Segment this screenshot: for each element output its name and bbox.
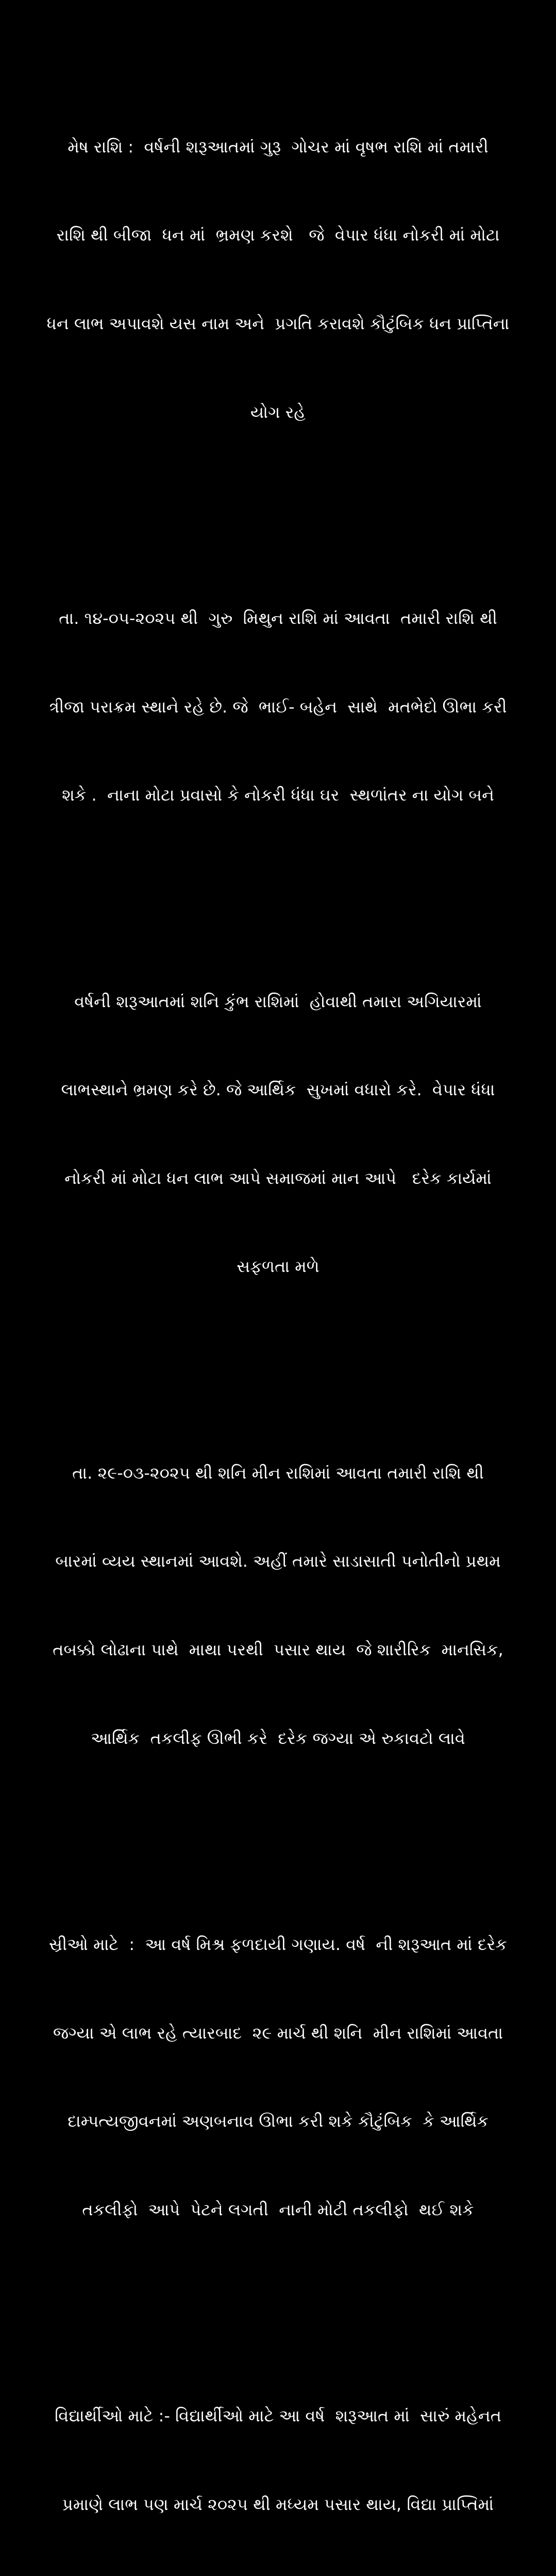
paragraph-guru-transit-start: [10, 73, 546, 486]
horoscope-text-block: [10, 14, 546, 2576]
text-line: સ્રીઓ માટે : આ વર્ષ મિશ્ર ફળદાયી ગણાય. વર્ષ ની શરૂઆત માં દરેક: [49, 1934, 507, 1954]
text-line: વર્ષની શરૂઆતમાં શનિ કુંભ રાશિમાં હોવાથી તમારા અગિયારમાં: [74, 991, 482, 1011]
text-line: વિદ્યાર્થીઓ માટે :- વિદ્યાર્થીઓ માટે આ વર્ષ શરૂઆત માં સારું મહેનત: [55, 2406, 501, 2426]
text-line: રાશિ થી બીજા ધન માં ભ્રમણ કરશે જે વેપાર ધંધા નોકરી માં મોટા: [56, 225, 500, 245]
text-line: યોગ રહે: [250, 402, 306, 422]
text-line: પ્રમાણે લાભ પણ માર્ચ ૨૦૨૫ થી મધ્યમ પસાર થાય, વિદ્યા પ્રાપ્તિમાં: [62, 2494, 494, 2514]
text-line: લાભસ્થાને ભ્રમણ કરે છે. જે આર્થિક સુખમાં વધારો કરે. વેપાર ધંધા: [61, 1080, 495, 1100]
text-line: તા. ૧૪-૦૫-૨૦૨૫ થી ગુરુ મિથુન રાશિ માં આવતા તમારી રાશિ થી: [59, 608, 497, 628]
text-line: શકે . નાના મોટા પ્રવાસો કે નોકરી ધંધા ઘર સ્થળાંતર ના યોગ બને: [62, 785, 494, 805]
text-line: ત્રીજા પરાક્રમ સ્થાને રહે છે. જે ભાઈ- બહેન સાથે મતભેદો ઊભા કરી: [49, 697, 507, 717]
text-line: બારમાં વ્યય સ્થાનમાં આવશે. અહીં તમારે સાડાસાતી પનોતીનો પ્રથમ: [55, 1551, 501, 1571]
text-line: તા. ૨૯-૦૩-૨૦૨૫ થી શનિ મીન રાશિમાં આવતા તમારી રાશિ થી: [72, 1463, 484, 1483]
text-line: જગ્યા એ લાભ રહે ત્યારબાદ ૨૯ માર્ચ થી શનિ મીન રાશિમાં આવતા: [53, 2023, 503, 2043]
paragraph-shani-kumbh: [10, 928, 546, 1341]
text-line: સફળતા મળે: [237, 1257, 319, 1277]
text-line: મેષ રાશિ : વર્ષની શરૂઆતમાં ગુરૂ ગોચર માં વૃષભ રાશિ માં તમારી: [68, 137, 488, 157]
text-line: આર્થિક તકલીફ ઊભી કરે દરેક જગ્યા એ રુકાવટો લાવે: [91, 1728, 465, 1748]
text-line: નોકરી માં મોટા ધન લાભ આપે સમાજમાં માન આપે દરેક કાર્યમાં: [64, 1168, 492, 1188]
paragraph-women: [10, 1871, 546, 2284]
text-line: દામ્પત્યજીવનમાં અણબનાવ ઊભા કરી શકે કૌટુંબિક કે આર્થિક: [67, 2111, 489, 2131]
text-line: ધન લાભ અપાવશે યસ નામ અને પ્રગતિ કરાવશે કૌટુંબિક ધન પ્રાપ્તિના: [46, 314, 510, 333]
paragraph-students: [10, 2343, 546, 2576]
paragraph-shani-meen: [10, 1399, 546, 1812]
text-line: તકલીફો આપે પેટને લગતી નાની મોટી તકલીફો થઈ શકે: [82, 2199, 474, 2219]
text-line: તબક્કો લોઢાના પાથે માથા પરથી પસાર થાય જે શારીરિક માનસિક,: [53, 1639, 503, 1659]
paragraph-guru-mithun: [10, 545, 546, 869]
